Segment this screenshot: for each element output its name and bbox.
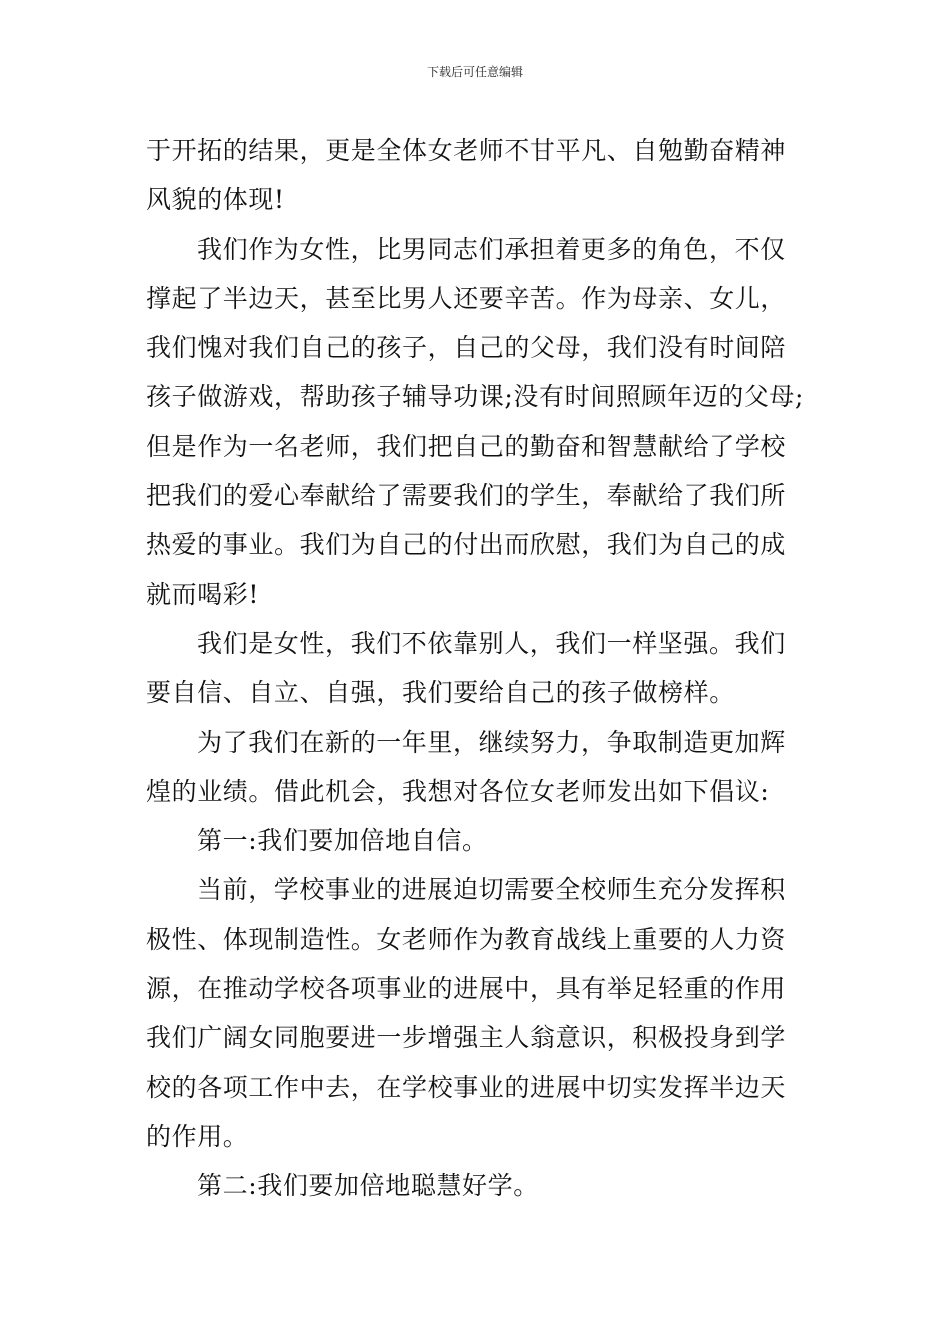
paragraph-line: 我们是女性，我们不依靠别人，我们一样坚强。我们 <box>197 628 786 658</box>
paragraph-line: 我们作为女性，比男同志们承担着更多的角色，不仅 <box>197 234 786 264</box>
paragraph-line: 风貌的体现! <box>146 185 285 215</box>
paragraph-line: 要自信、自立、自强，我们要给自己的孩子做榜样。 <box>146 678 735 708</box>
paragraph-line: 热爱的事业。我们为自己的付出而欣慰，我们为自己的成 <box>146 530 787 560</box>
paragraph-line: 我们愧对我们自己的孩子，自己的父母，我们没有时间陪 <box>146 333 787 363</box>
paragraph-5 <box>146 816 806 865</box>
paragraph-line: 的作用。 <box>146 1121 249 1151</box>
paragraph-line: 第一:我们要加倍地自信。 <box>197 826 488 856</box>
paragraph-4 <box>146 718 806 817</box>
paragraph-3 <box>146 619 806 718</box>
paragraph-line: 孩子做游戏，帮助孩子辅导功课;没有时间照顾年迈的父母; <box>146 382 805 412</box>
document-body <box>146 126 806 1211</box>
paragraph-line: 于开拓的结果，更是全体女老师不甘平凡、自勉勤奋精神 <box>146 136 787 165</box>
page-header: 下载后可任意编辑 <box>426 65 523 79</box>
paragraph-6 <box>146 865 806 1161</box>
paragraph-line: 我们广阔女同胞要进一步增强主人翁意识，积极投身到学 <box>146 1023 787 1053</box>
paragraph-line: 极性、体现制造性。女老师作为教育战线上重要的人力资 <box>146 924 787 954</box>
paragraph-2 <box>146 225 806 619</box>
paragraph-line: 但是作为一名老师，我们把自己的勤奋和智慧献给了学校 <box>146 431 787 461</box>
paragraph-line: 为了我们在新的一年里，继续努力，争取制造更加辉 <box>197 727 786 757</box>
paragraph-line: 煌的业绩。借此机会，我想对各位女老师发出如下倡议: <box>146 776 770 806</box>
paragraph-line: 撑起了半边天，甚至比男人还要辛苦。作为母亲、女儿， <box>146 283 787 313</box>
paragraph-line: 校的各项工作中去，在学校事业的进展中切实发挥半边天 <box>146 1072 787 1102</box>
paragraph-line: 源，在推动学校各项事业的进展中，具有举足轻重的作用 <box>146 974 787 1004</box>
paragraph-line: 把我们的爱心奉献给了需要我们的学生，奉献给了我们所 <box>146 481 787 511</box>
paragraph-line: 当前，学校事业的进展迫切需要全校师生充分发挥积 <box>197 875 786 905</box>
paragraph-1 <box>146 126 806 225</box>
paragraph-7 <box>146 1161 806 1210</box>
paragraph-line: 第二:我们要加倍地聪慧好学。 <box>197 1171 539 1201</box>
paragraph-line: 就而喝彩! <box>146 579 260 609</box>
